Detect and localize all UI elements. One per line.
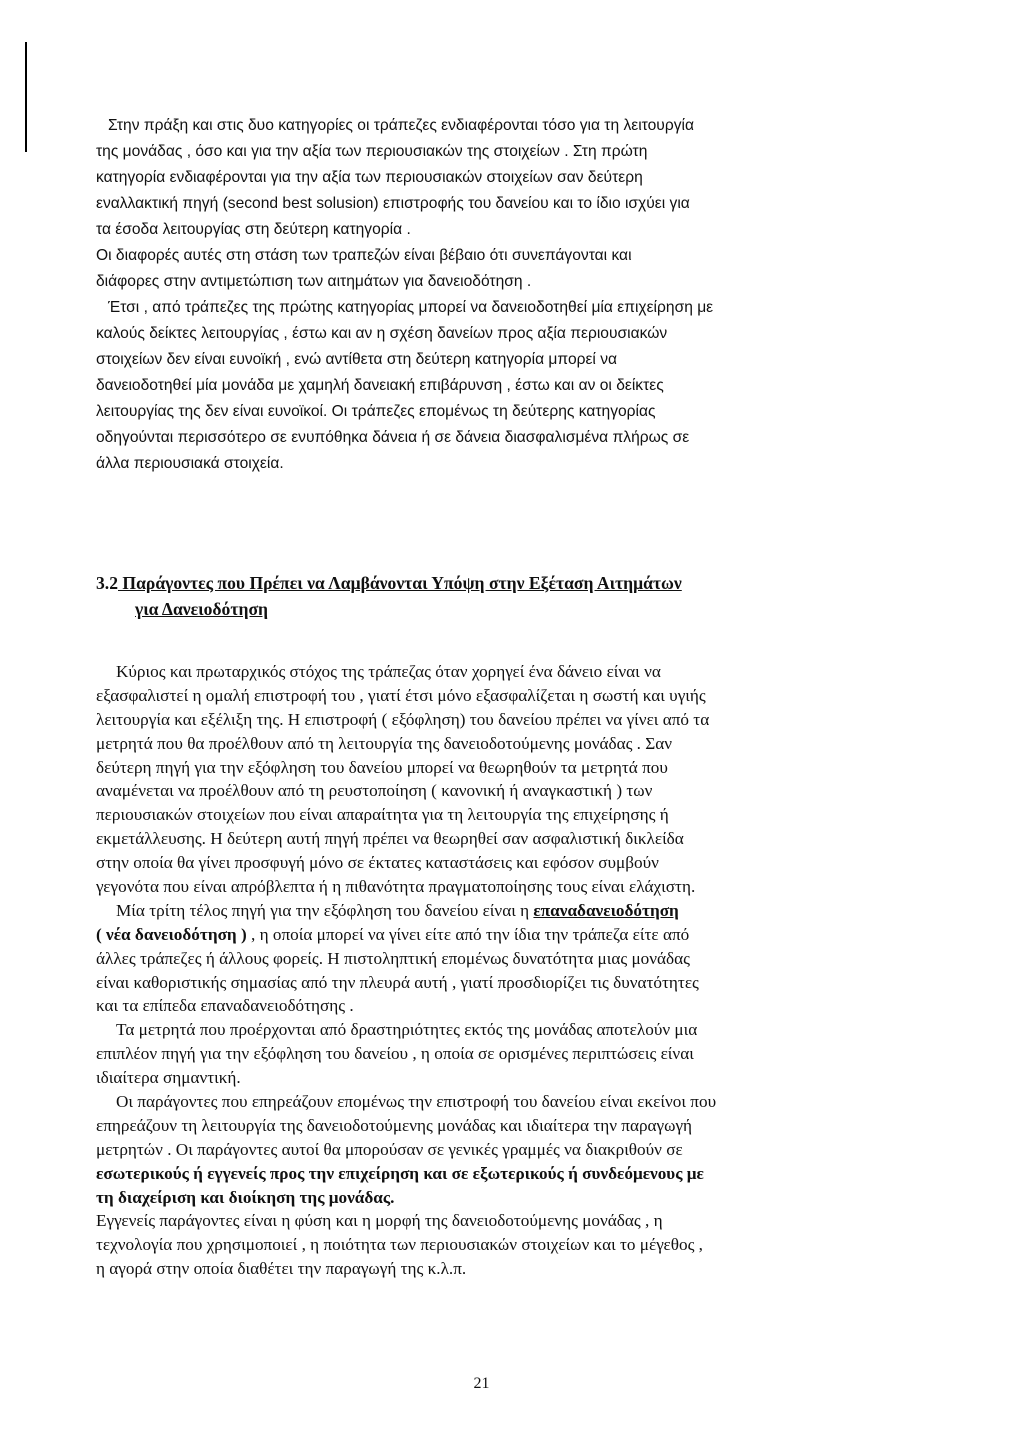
text-line: εσωτερικούς ή εγγενείς προς την επιχείρηση και σε εξωτερικούς ή συνδεόμενους με <box>96 1163 704 1183</box>
text-line: λειτουργία και εξέλιξη της. Η επιστροφή ( εξόφληση) του δανείου πρέπει να γίνει από τα <box>96 709 710 729</box>
text-line <box>96 923 884 947</box>
text-line: άλλα περιουσιακά στοιχεία. <box>96 455 284 472</box>
text-line: και τα επίπεδα επαναδανειοδότησης . <box>96 996 354 1016</box>
text-line: άλλες τράπεζες ή άλλους φορείς. Η πιστοληπτική επομένως δυνατότητα μιας μονάδας <box>96 948 690 968</box>
text-line: επιπλέον πηγή για την εξόφληση του δανείου , η οποία σε ορισμένες περιπτώσεις είναι <box>96 1044 694 1064</box>
text-run: Μία τρίτη τέλος πηγή για την εξόφληση του δανείου είναι η <box>116 900 534 920</box>
text-line: μετρητών . Οι παράγοντες αυτοί θα μπορούσαν σε γενικές γραμμές να διακριθούν σε <box>96 1139 683 1159</box>
section-number: 3.2 <box>96 573 118 593</box>
text-line: εκμετάλλευσης. Η δεύτερη αυτή πηγή πρέπει να θεωρηθεί σαν ασφαλιστική δικλείδα <box>96 829 684 849</box>
text-line: της μονάδας , όσο και για την αξία των περιουσιακών της στοιχείων . Στη πρώτη <box>96 143 648 160</box>
text-line: επηρεάζουν τη λειτουργία της δανειοδοτούμενης μονάδας και ιδιαίτερα την παραγωγή <box>96 1115 693 1135</box>
text-line: μετρητά που θα προέλθουν από τη λειτουργία της δανειοδοτούμενης μονάδας . Σαν <box>96 733 673 753</box>
text-line: Οι παράγοντες που επηρεάζουν επομένως την επιστροφή του δανείου είναι εκείνοι που <box>116 1092 717 1112</box>
text-line: περιουσιακών στοιχείων που είναι απαραίτητα για τη λειτουργία της επιχείρησης ή <box>96 805 669 825</box>
text-line: δανειοδοτηθεί μία μονάδα με χαμηλή δανειακή επιβάρυνση , έστω και αν οι δείκτες <box>96 377 664 394</box>
section-heading <box>96 570 884 622</box>
text-line: στην οποία θα γίνει προσφυγή μόνο σε έκτατες καταστάσεις και εφόσον συμβούν <box>96 853 659 873</box>
text-line: Στην πράξη και στις δυο κατηγορίες οι τράπεζες ενδιαφέρονται τόσο για τη λειτουργία <box>108 117 694 134</box>
text-line: τεχνολογία που χρησιμοποιεί , η ποιότητα των περιουσιακών στοιχείων και το μέγεθος , <box>96 1235 703 1255</box>
margin-rule <box>25 42 27 152</box>
text-line: γεγονότα που είναι απρόβλεπτα ή η πιθανότητα πραγματοποίησης τους είναι ελάχιστη. <box>96 877 696 897</box>
text-line: η αγορά στην οποία διαθέτει την παραγωγή της κ.λ.π. <box>96 1259 467 1279</box>
text-run: λειτουργίας της δεν είναι ευνοϊκοί. <box>96 403 328 420</box>
page-number: 21 <box>473 1375 490 1392</box>
text-line: Οι διαφορές αυτές στη στάση των τραπεζών είναι βέβαιο ότι συνεπάγονται και <box>96 247 632 264</box>
emphasis-term: ( νέα δανειοδότηση ) <box>96 924 247 944</box>
text-line: τα έσοδα λειτουργίας στη δεύτερη κατηγορία . <box>96 221 411 238</box>
heading-title: Παράγοντες που Πρέπει να Λαμβάνονται Υπόψη στην Εξέταση Αιτημάτων <box>118 573 682 593</box>
text-line: Κύριος και πρωταρχικός στόχος της τράπεζας όταν χορηγεί ένα δάνειο είναι να <box>116 662 661 681</box>
text-line: Έτσι , από τράπεζες της πρώτης κατηγορίας μπορεί να δανειοδοτηθεί μία επιχείρηση με <box>108 299 714 316</box>
text-line: Τα μετρητά που προέρχονται από δραστηριότητες εκτός της μονάδας αποτελούν μια <box>116 1020 698 1040</box>
heading-line <box>96 570 884 596</box>
text-line: καλούς δείκτες λειτουργίας , έστω και αν η σχέση δανείων προς αξία περιουσιακών <box>96 325 668 342</box>
text-line: διάφορες στην αντιμετώπιση των αιτημάτων για δανειοδότηση . <box>96 273 532 290</box>
text-line: αναμένεται να προέλθουν από τη ρευστοποίηση ( κανονική ή αναγκαστική ) των <box>96 781 653 801</box>
text-line <box>96 899 884 923</box>
text-line: εναλλακτική πηγή (second best solusion) επιστροφής του δανείου και το ίδιο ισχύει για <box>96 195 690 212</box>
text-line: ιδιαίτερα σημαντική. <box>96 1068 241 1088</box>
paragraph-intro <box>96 113 884 477</box>
text-line: οδηγούνται περισσότερο σε ενυπόθηκα δάνεια ή σε δάνεια διασφαλισμένα πλήρως σε <box>96 429 690 446</box>
text-line: τη διαχείριση και διοίκηση της μονάδας. <box>96 1187 395 1207</box>
text-line: εξασφαλιστεί η ομαλή επιστροφή του , γιατί έτσι μόνο εξασφαλίζεται η σωστή και υγιής <box>96 685 706 705</box>
text-line <box>96 399 884 425</box>
paragraph-body <box>96 660 884 1281</box>
text-line: είναι καθοριστικής σημασίας από την πλευρά αυτή , γιατί προσδιορίζει τις δυνατότητες <box>96 972 699 992</box>
text-line: κατηγορία ενδιαφέρονται για την αξία των περιουσιακών στοιχείων σαν δεύτερη <box>96 169 643 186</box>
heading-line: για Δανειοδότηση <box>135 599 269 619</box>
text-line: Εγγενείς παράγοντες είναι η φύση και η μορφή της δανειοδοτούμενης μονάδας , η <box>96 1211 663 1231</box>
emphasis-term: επαναδανειοδότηση <box>533 900 679 920</box>
text-run: , η οποία μπορεί να γίνει είτε από την ίδια την τράπεζα είτε από <box>246 924 690 944</box>
text-run: Οι τράπεζες επομένως τη δεύτερης κατηγορίας <box>327 403 656 420</box>
text-line: στοιχείων δεν είναι ευνοϊκή , ενώ αντίθετα στη δεύτερη κατηγορία μπορεί να <box>96 351 618 368</box>
text-line: δεύτερη πηγή για την εξόφληση του δανείου μπορεί να θεωρηθούν τα μετρητά που <box>96 757 668 777</box>
